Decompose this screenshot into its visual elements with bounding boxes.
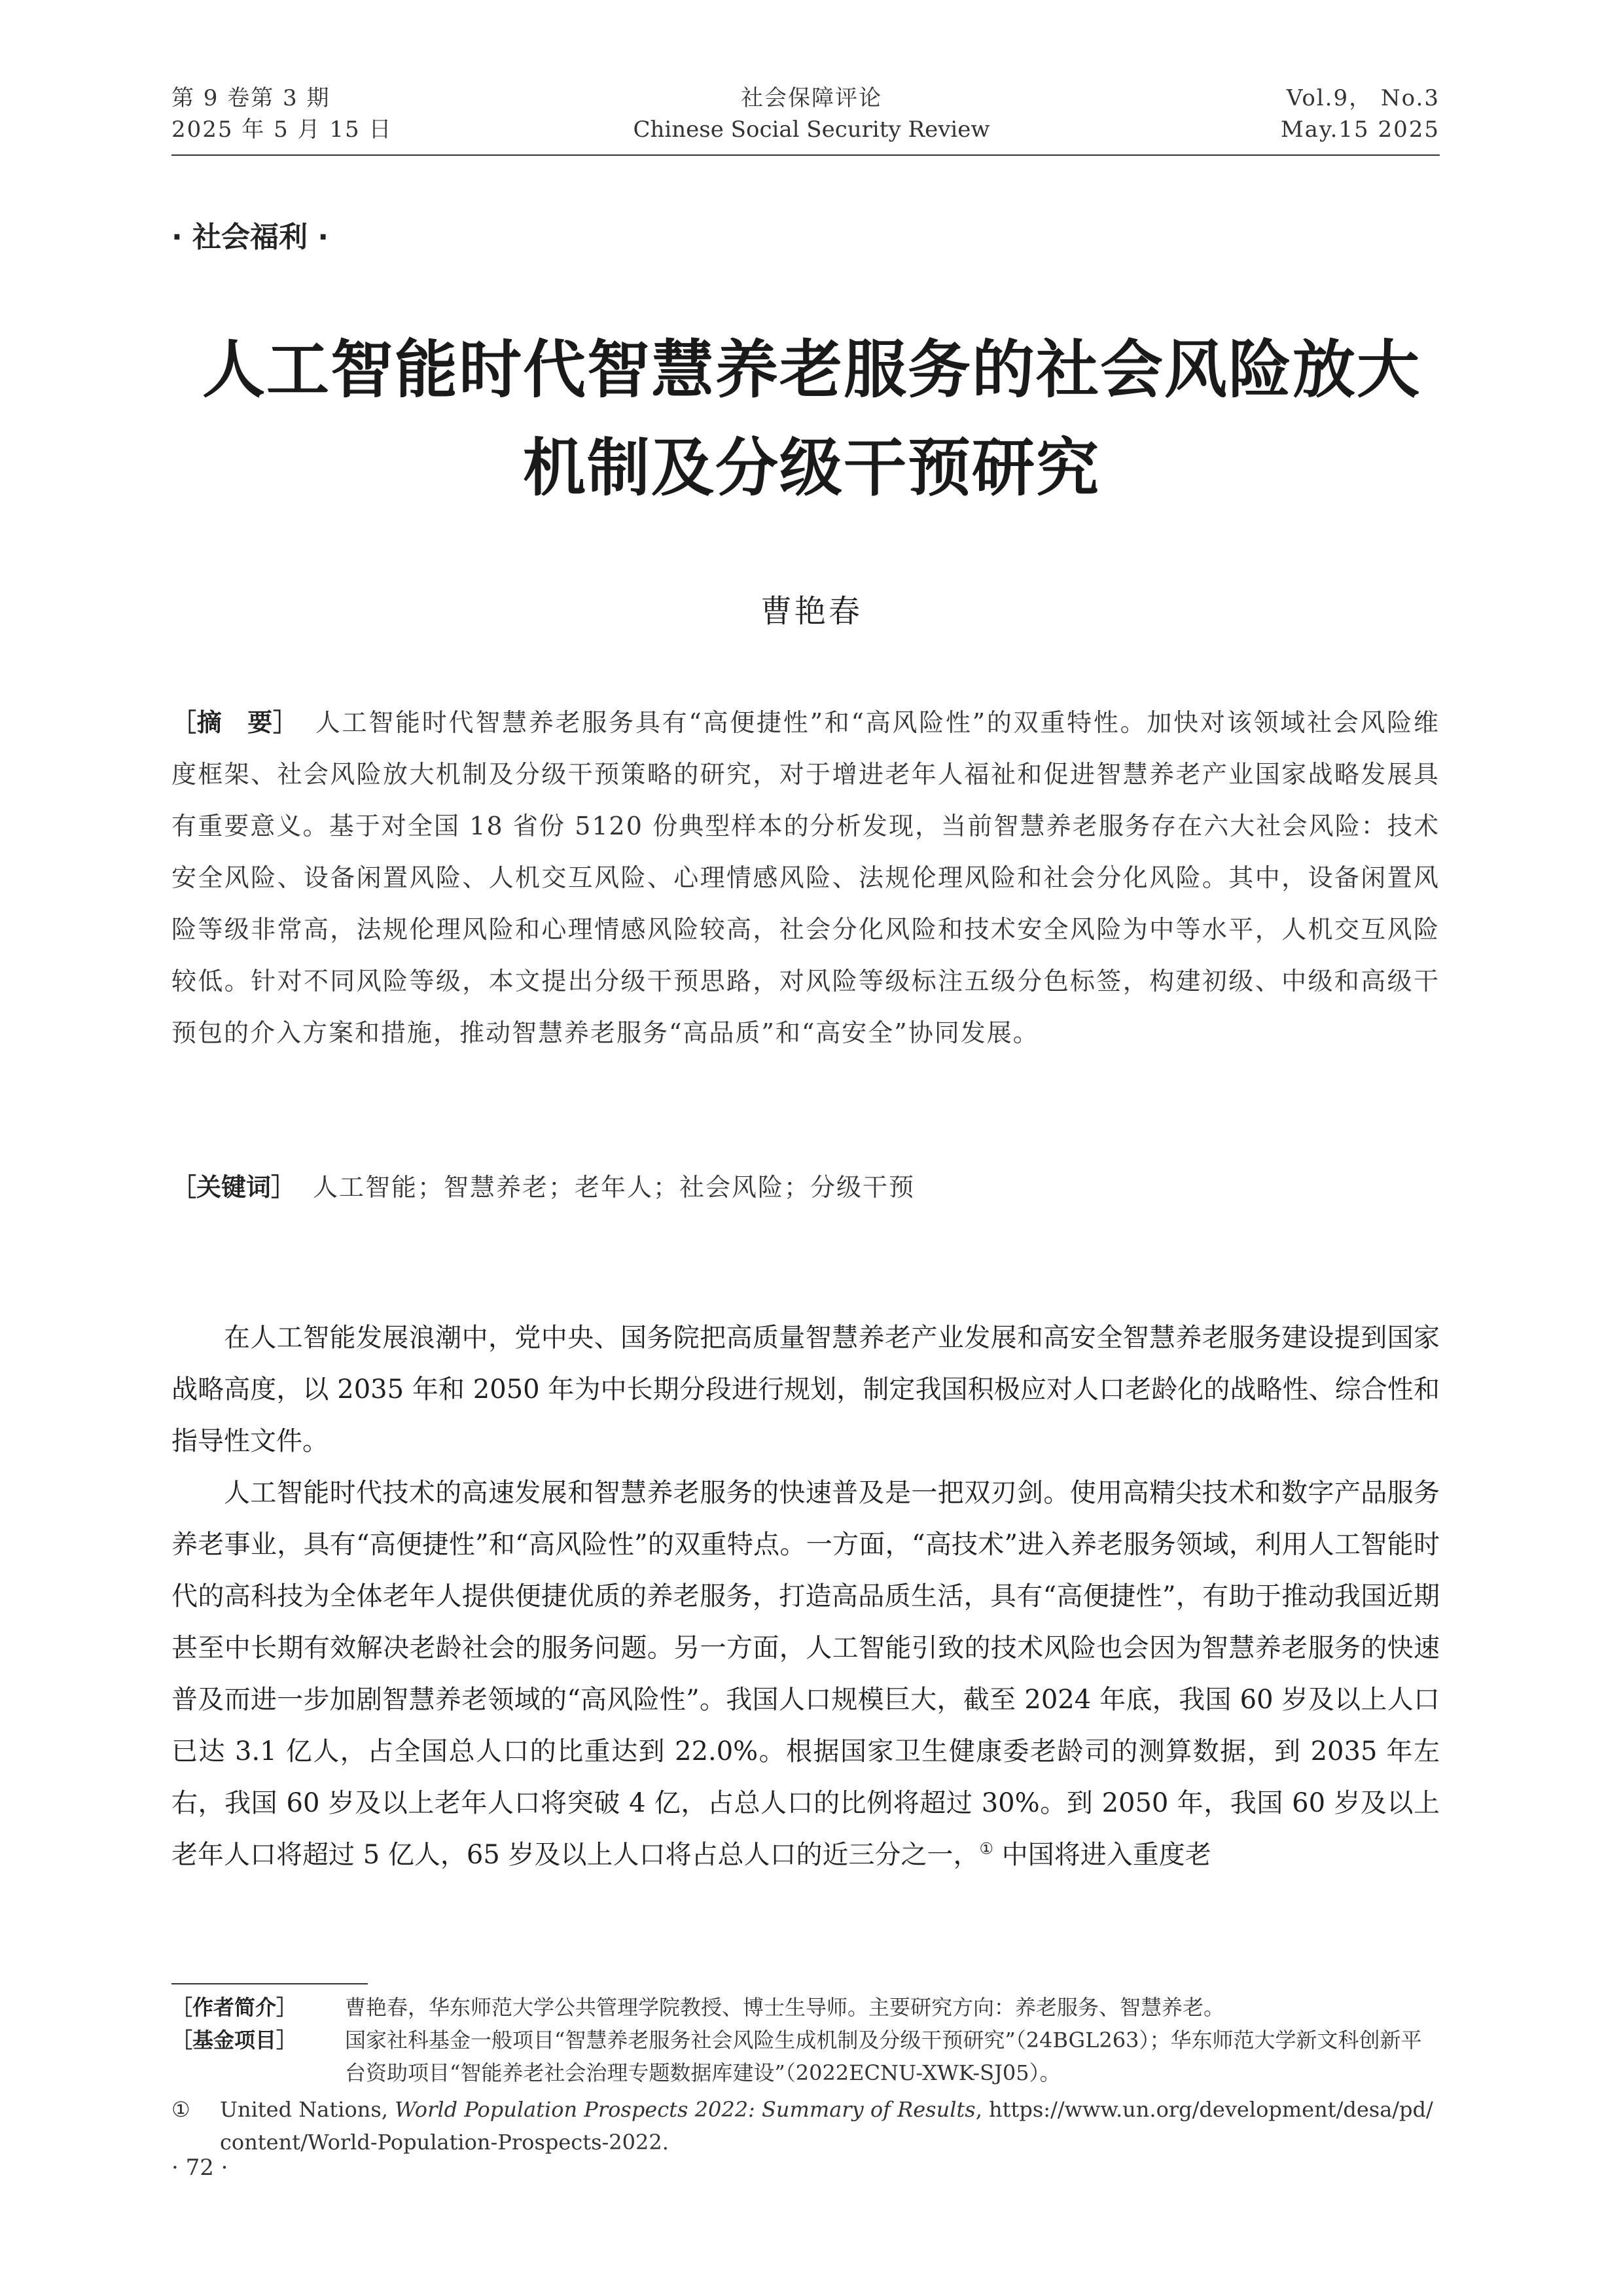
header-volume-en: Vol.9， No.3 — [1286, 85, 1440, 111]
paper-title-line2: 机制及分级干预研究 — [523, 431, 1100, 505]
header-journal-en: Chinese Social Security Review — [633, 117, 990, 143]
abstract-text: 人工智能时代智慧养老服务具有“高便捷性”和“高风险性”的双重特性。加快对该领域社会风险维度框架、社会风险放大机制及分级干预策略的研究，对于增进老年人福祉和促进智慧养老产业国家战略发展具有重要意义。基于对全国 18 省份 5120 份典型样本的分析发现，当前智慧养老服务存在六大社会风险：技术安全风险、设备闲置风险、人机交互风险、心理情感风险、法规伦理风险和社会分化风险。其中，设备闲置风险等级非常高，法规伦理风险和心理情感风险较高，社会分化风险和技术安全风险为中等水平，人机交互风险较低。针对不同风险等级，本文提出分级干预思路，对风险等级标注五级分色标签，构建初级、中级和高级干预包的介入方案和措施，推动智慧养老服务“高品质”和“高安全”协同发展。 — [171, 708, 1440, 1047]
section-label: · 社会福利 · — [171, 221, 329, 254]
footnote-rule — [171, 1983, 368, 1984]
body-paragraph-2 — [171, 1467, 1440, 1881]
footnote-fund-label: ［基金项目］ — [171, 2028, 298, 2053]
keywords-text: 人工智能；智慧养老；老年人；社会风险；分级干预 — [313, 1173, 916, 1202]
footnote-1-source: United Nations, — [220, 2097, 395, 2122]
body-paragraph-2-text: 人工智能时代技术的高速发展和智慧养老服务的快速普及是一把双刃剑。使用高精尖技术和数字产品服务养老事业，具有“高便捷性”和“高风险性”的双重特点。一方面，“高技术”进入养老服务领域，利用人工智能时代的高科技为全体老年人提供便捷优质的养老服务，打造高品质生活，具有“高便捷性”，有助于推动我国近期甚至中长期有效解决老龄社会的服务问题。另一方面，人工智能引致的技术风险也会因为智慧养老服务的快速普及而进一步加剧智慧养老领域的“高风险性”。我国人口规模巨大，截至 2024 年底，我国 60 岁及以上人口已达 3.1 亿人，占全国总人口的比重达到 22.0%。根据国家卫生健康委老龄司的测算数据，到 2035 年左右，我国 60 岁及以上老年人口将突破 4 亿，占总人口的比例将超过 30%。到 2050 年，我国 60 岁及以上老年人口将超过 5 亿人，65 岁及以上人口将占总人口的近三分之一， — [171, 1478, 1440, 1870]
author-name: 曹艳春 — [760, 593, 863, 630]
footnote-1-text — [220, 2093, 1440, 2159]
footnote-author-label: ［作者简介］ — [171, 1995, 298, 2020]
footnote-1-url[interactable]: , https://www.un.org/development/desa/pd/content/World-Population-Prospects-2022. — [220, 2097, 1433, 2155]
footnote-fund-text: 国家社科基金一般项目“智慧养老服务社会风险生成机制及分级干预研究”（24BGL263）；华东师范大学新文科创新平台资助项目“智能养老社会治理专题数据库建设”（2022ECNU-XWK-SJ05）。 — [345, 2028, 1422, 2085]
footnote-1 — [171, 2093, 1440, 2159]
body-text — [171, 1312, 1440, 1881]
paper-title-line1: 人工智能时代智慧养老服务的社会风险放大 — [202, 333, 1421, 406]
header-right — [1113, 82, 1440, 145]
footnote-1-mark: ① — [171, 2097, 190, 2122]
keywords-label: ［关键词］ — [171, 1173, 296, 1202]
header-date-cn: 2025 年 5 月 15 日 — [171, 117, 393, 143]
footnote-1-title: World Population Prospects 2022: Summary of Results — [395, 2097, 976, 2122]
abstract — [171, 697, 1440, 1059]
footnote-fund — [171, 2024, 1440, 2089]
footnotes — [171, 1991, 1440, 2159]
header-journal-cn: 社会保障评论 — [741, 85, 882, 111]
body-paragraph-1: 在人工智能发展浪潮中，党中央、国务院把高质量智慧养老产业发展和高安全智慧养老服务建设提到国家战略高度，以 2035 年和 2050 年为中长期分段进行规划，制定我国积极应对人口老龄化的战略性、综合性和指导性文件。 — [171, 1323, 1440, 1456]
header-center — [484, 82, 1139, 145]
footnote-author-text: 曹艳春，华东师范大学公共管理学院教授、博士生导师。主要研究方向：养老服务、智慧养老。 — [345, 1995, 1225, 2020]
header-left — [171, 82, 392, 145]
keywords — [171, 1162, 1440, 1213]
paper-title — [65, 321, 1558, 517]
abstract-label: ［摘 要］ — [171, 708, 298, 737]
body-paragraph-2-end: 中国将进入重度老 — [993, 1840, 1211, 1870]
header-volume-issue: 第 9 卷第 3 期 — [171, 85, 330, 111]
footnote-author — [171, 1991, 1440, 2024]
header-date-en: May.15 2025 — [1280, 117, 1440, 143]
page-number: · 72 · — [171, 2155, 228, 2181]
footnote-ref-1[interactable]: ① — [979, 1839, 994, 1858]
header-rule — [171, 154, 1440, 156]
